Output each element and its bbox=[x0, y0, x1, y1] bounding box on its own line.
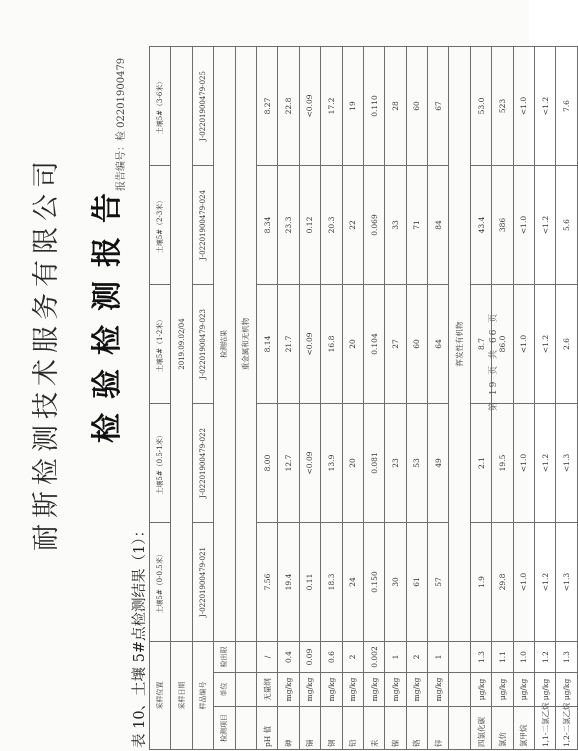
value-cell: 0.104 bbox=[363, 285, 384, 404]
unit-cell: μg/kg bbox=[492, 673, 513, 707]
value-cell: 0.110 bbox=[363, 47, 384, 166]
unit-cell: mg/kg bbox=[299, 673, 320, 707]
value-cell: 43.4 bbox=[470, 166, 491, 285]
unit-cell: mg/kg bbox=[278, 673, 299, 707]
value-cell: 8.14 bbox=[256, 285, 277, 404]
unit-cell: mg/kg bbox=[342, 673, 363, 707]
limit-cell: 1.2 bbox=[535, 642, 556, 673]
value-cell: 18.3 bbox=[321, 523, 342, 642]
value-cell: <1.3 bbox=[556, 404, 577, 523]
value-cell: 7.6 bbox=[556, 47, 577, 166]
report-number: 报告编号：检 02201900479 bbox=[116, 57, 127, 191]
item-cell: 1,1-二氯乙烷 bbox=[535, 707, 556, 750]
value-cell: 19 bbox=[342, 47, 363, 166]
value-cell: <1.0 bbox=[513, 404, 534, 523]
sampling-date-row bbox=[171, 47, 192, 750]
results-header: 检测结果 bbox=[214, 47, 235, 642]
limit-cell: 1.1 bbox=[492, 642, 513, 673]
value-cell: 0.11 bbox=[299, 523, 320, 642]
item-cell: 铅 bbox=[342, 707, 363, 750]
item-cell: 四氯化碳 bbox=[470, 707, 491, 750]
sample-id-cell: J-02201900479-022 bbox=[192, 404, 213, 523]
value-cell: 19.4 bbox=[278, 523, 299, 642]
value-cell: 17.2 bbox=[321, 47, 342, 166]
unit-cell: μg/kg bbox=[513, 673, 534, 707]
limit-cell: 0.002 bbox=[363, 642, 384, 673]
table-row bbox=[428, 47, 449, 750]
sampling-point-cell: 土壤5#（2-3米） bbox=[150, 166, 171, 285]
item-cell: 镍 bbox=[385, 707, 406, 750]
limit-cell: 1.3 bbox=[556, 642, 577, 673]
value-cell: 28 bbox=[385, 47, 406, 166]
value-cell: 64 bbox=[428, 285, 449, 404]
value-cell: 7.56 bbox=[256, 523, 277, 642]
table-title: 表 10、土壤 5#点检测结果（1）： bbox=[132, 522, 148, 748]
unit-cell: mg/kg bbox=[385, 673, 406, 707]
limit-header: 检出限 bbox=[214, 642, 235, 673]
blank-cell bbox=[449, 707, 470, 750]
blank-cell bbox=[235, 673, 256, 707]
unit-cell: μg/kg bbox=[556, 673, 577, 707]
item-cell: 氯甲烷 bbox=[513, 707, 534, 750]
sample-id-row bbox=[192, 47, 213, 750]
limit-cell: 0.09 bbox=[299, 642, 320, 673]
unit-cell: mg/kg bbox=[428, 673, 449, 707]
item-header: 检测项目 bbox=[214, 707, 235, 750]
value-cell: 53 bbox=[406, 404, 427, 523]
value-cell: 523 bbox=[492, 47, 513, 166]
item-cell: 砷 bbox=[278, 707, 299, 750]
value-cell: <1.0 bbox=[513, 166, 534, 285]
value-cell: <1.2 bbox=[535, 47, 556, 166]
value-cell: <1.2 bbox=[535, 166, 556, 285]
table-row bbox=[363, 47, 384, 750]
table-row bbox=[342, 47, 363, 750]
table-row bbox=[299, 47, 320, 750]
limit-cell: 1 bbox=[428, 642, 449, 673]
value-cell: 27 bbox=[385, 285, 406, 404]
value-cell: 2.6 bbox=[556, 285, 577, 404]
table-row bbox=[321, 47, 342, 750]
table-row bbox=[385, 47, 406, 750]
value-cell: 57 bbox=[428, 523, 449, 642]
value-cell: <1.2 bbox=[535, 404, 556, 523]
value-cell: 53.0 bbox=[470, 47, 491, 166]
limit-cell: 1 bbox=[385, 642, 406, 673]
sample-id-cell: J-02201900479-023 bbox=[192, 285, 213, 404]
value-cell: <0.09 bbox=[299, 404, 320, 523]
sampling-point-cell: 土壤5#（3-6米） bbox=[150, 47, 171, 166]
table-row bbox=[406, 47, 427, 750]
unit-cell: mg/kg bbox=[321, 673, 342, 707]
value-cell: 86.0 bbox=[492, 285, 513, 404]
limit-cell: 1.0 bbox=[513, 642, 534, 673]
table-body bbox=[150, 47, 578, 750]
item-cell: 汞 bbox=[363, 707, 384, 750]
value-cell: 8.27 bbox=[256, 47, 277, 166]
unit-cell: mg/kg bbox=[406, 673, 427, 707]
section-heavy-metals: 重金属和无机物 bbox=[235, 47, 256, 642]
value-cell: 61 bbox=[406, 523, 427, 642]
sample-id-cell: J-02201900479-024 bbox=[192, 166, 213, 285]
value-cell: 49 bbox=[428, 404, 449, 523]
report-title: 检验检测报告 bbox=[90, 179, 125, 443]
item-cell: pH 值 bbox=[256, 707, 277, 750]
sampling-date-value: 2019.09.02/04 bbox=[171, 47, 192, 642]
company-name: 耐斯检测技术服务有限公司 bbox=[31, 155, 62, 551]
value-cell: 386 bbox=[492, 166, 513, 285]
value-cell: 60 bbox=[406, 47, 427, 166]
section-voc: 挥发性有机物 bbox=[449, 47, 470, 642]
value-cell: 8.00 bbox=[256, 404, 277, 523]
table-row bbox=[513, 47, 534, 750]
value-cell: 5.6 bbox=[556, 166, 577, 285]
value-cell: 13.9 bbox=[321, 404, 342, 523]
value-cell: 84 bbox=[428, 166, 449, 285]
sampling-date-label: 采样日期 bbox=[171, 642, 192, 750]
table-row bbox=[535, 47, 556, 750]
value-cell: 20 bbox=[342, 285, 363, 404]
value-cell: <1.0 bbox=[513, 47, 534, 166]
value-cell: 12.7 bbox=[278, 404, 299, 523]
value-cell: 0.12 bbox=[299, 166, 320, 285]
value-cell: <1.0 bbox=[513, 523, 534, 642]
unit-cell: mg/kg bbox=[363, 673, 384, 707]
sample-id-cell: J-02201900479-021 bbox=[192, 523, 213, 642]
value-cell: 22.8 bbox=[278, 47, 299, 166]
value-cell: <0.09 bbox=[299, 285, 320, 404]
value-cell: 20.3 bbox=[321, 166, 342, 285]
value-cell: <0.09 bbox=[299, 47, 320, 166]
value-cell: 21.7 bbox=[278, 285, 299, 404]
table-row bbox=[556, 47, 577, 750]
value-cell: 24 bbox=[342, 523, 363, 642]
column-header-row bbox=[214, 47, 235, 750]
value-cell: 0.069 bbox=[363, 166, 384, 285]
value-cell: <1.3 bbox=[556, 523, 577, 642]
value-cell: 71 bbox=[406, 166, 427, 285]
sampling-point-cell: 土壤5#（0.5-1米） bbox=[150, 404, 171, 523]
blank-cell bbox=[449, 642, 470, 673]
blank-cell bbox=[235, 707, 256, 750]
sampling-point-row bbox=[150, 47, 171, 750]
value-cell: 33 bbox=[385, 166, 406, 285]
value-cell: 0.150 bbox=[363, 523, 384, 642]
section-row-metals bbox=[235, 47, 256, 750]
value-cell: 20 bbox=[342, 404, 363, 523]
item-cell: 镉 bbox=[299, 707, 320, 750]
item-cell: 1,2-二氯乙烷 bbox=[556, 707, 577, 750]
value-cell: 8.34 bbox=[256, 166, 277, 285]
limit-cell: 0.4 bbox=[278, 642, 299, 673]
value-cell: 1.9 bbox=[470, 523, 491, 642]
value-cell: 16.8 bbox=[321, 285, 342, 404]
value-cell: 60 bbox=[406, 285, 427, 404]
limit-cell: / bbox=[256, 642, 277, 673]
sampling-point-cell: 土壤5#（1-2米） bbox=[150, 285, 171, 404]
page-footer: 第 19 页 共 66 页 bbox=[489, 311, 499, 411]
item-cell: 铜 bbox=[321, 707, 342, 750]
limit-cell: 0.6 bbox=[321, 642, 342, 673]
value-cell: <1.2 bbox=[535, 285, 556, 404]
value-cell: 22 bbox=[342, 166, 363, 285]
limit-cell: 2 bbox=[342, 642, 363, 673]
unit-cell: 无量纲 bbox=[256, 673, 277, 707]
item-cell: 锌 bbox=[428, 707, 449, 750]
sampling-point-cell: 土壤5#（0-0.5米） bbox=[150, 523, 171, 642]
unit-header: 单位 bbox=[214, 673, 235, 707]
table-row bbox=[278, 47, 299, 750]
limit-cell: 2 bbox=[406, 642, 427, 673]
value-cell: 67 bbox=[428, 47, 449, 166]
limit-cell: 1.3 bbox=[470, 642, 491, 673]
value-cell: 23.3 bbox=[278, 166, 299, 285]
value-cell: 8.7 bbox=[470, 285, 491, 404]
value-cell: 19.5 bbox=[492, 404, 513, 523]
item-cell: 铬 bbox=[406, 707, 427, 750]
blank-cell bbox=[449, 673, 470, 707]
sample-id-label: 样品编号 bbox=[192, 642, 213, 750]
value-cell: <1.2 bbox=[535, 523, 556, 642]
section-row-voc bbox=[449, 47, 470, 750]
sampling-point-label: 采样位置 bbox=[150, 642, 171, 750]
item-cell: 氯仿 bbox=[492, 707, 513, 750]
sample-id-cell: J-02201900479-025 bbox=[192, 47, 213, 166]
table-row bbox=[256, 47, 277, 750]
unit-cell: μg/kg bbox=[470, 673, 491, 707]
unit-cell: μg/kg bbox=[535, 673, 556, 707]
value-cell: 2.1 bbox=[470, 404, 491, 523]
value-cell: 30 bbox=[385, 523, 406, 642]
value-cell: 29.8 bbox=[492, 523, 513, 642]
results-table bbox=[149, 46, 578, 750]
value-cell: <1.0 bbox=[513, 285, 534, 404]
blank-cell bbox=[235, 642, 256, 673]
value-cell: 23 bbox=[385, 404, 406, 523]
value-cell: 0.081 bbox=[363, 404, 384, 523]
